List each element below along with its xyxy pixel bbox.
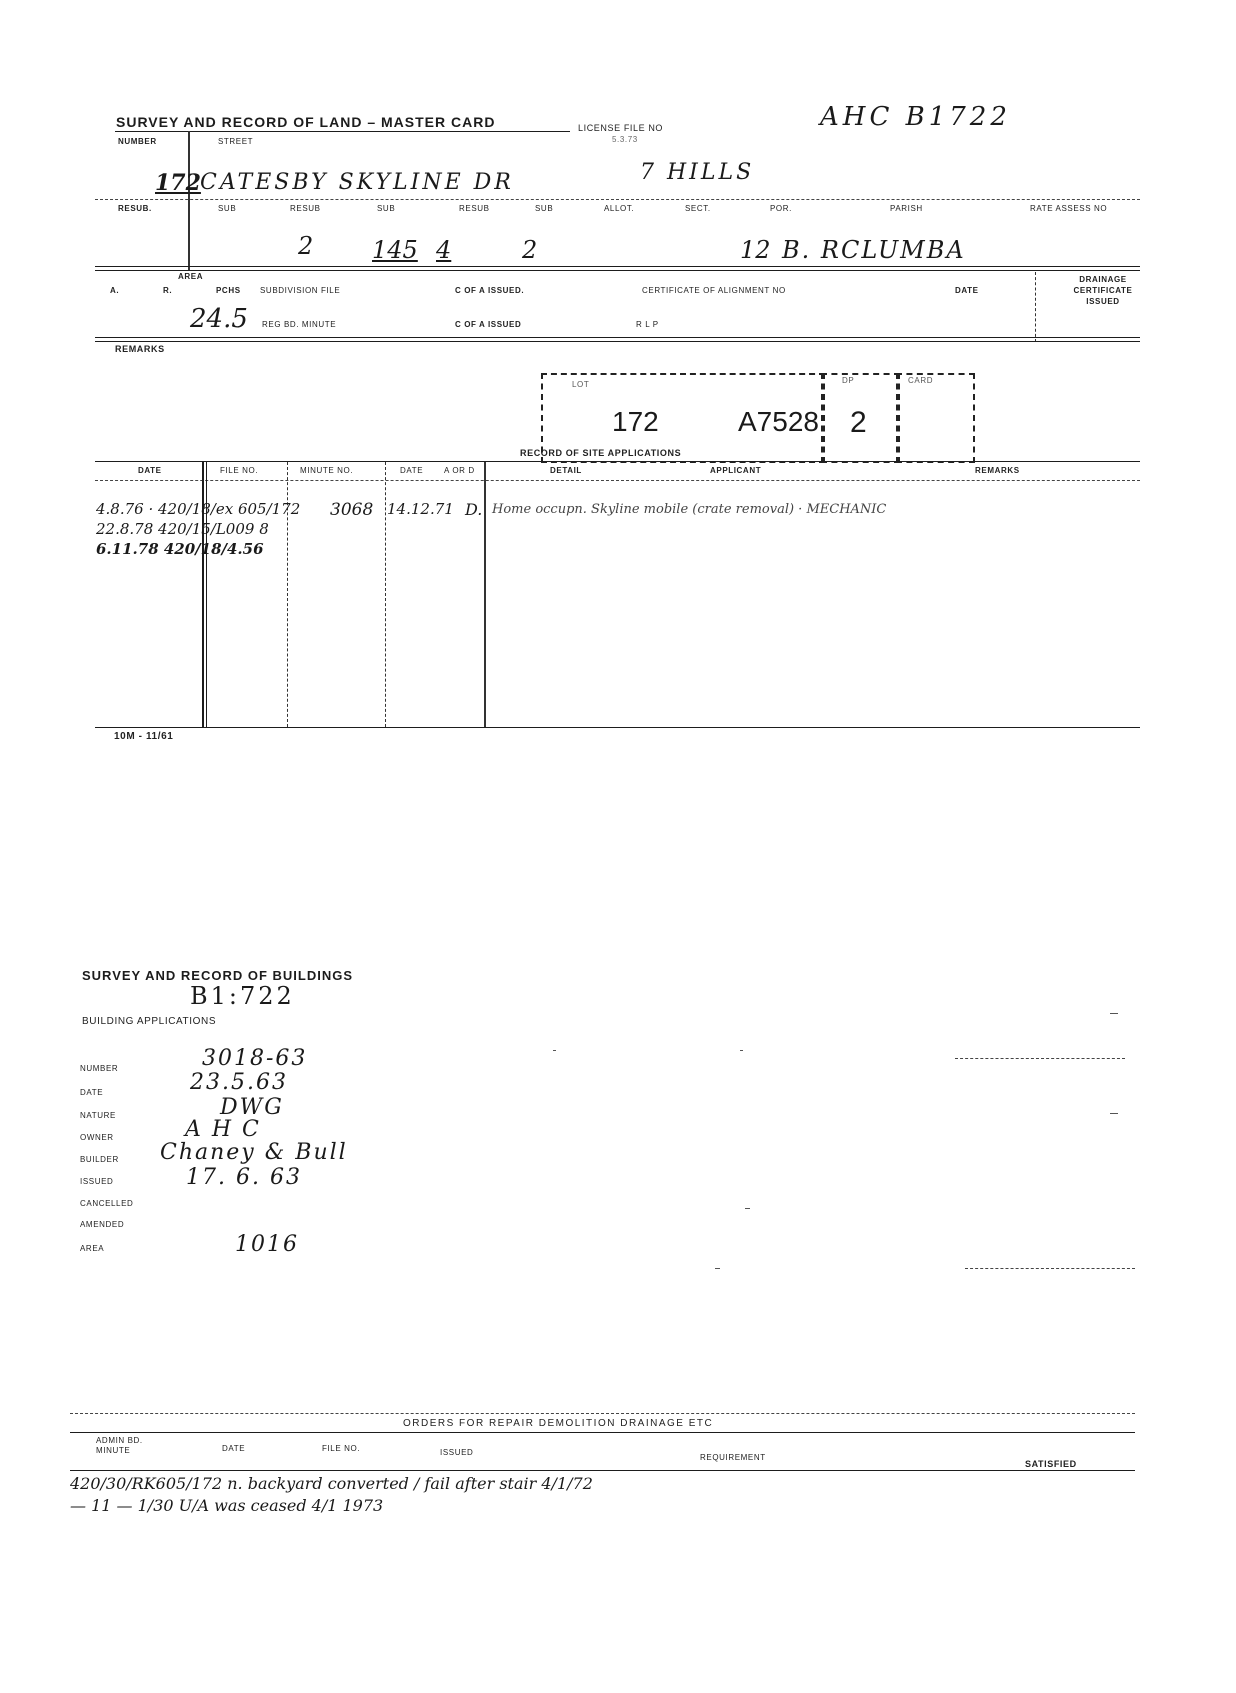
orders-title: ORDERS FOR REPAIR DEMOLITION DRAINAGE ETC: [403, 1418, 714, 1429]
row-detail: Home occupn. Skyline mobile (crate removal) · MECHANIC: [492, 502, 887, 517]
sub-value: 145: [372, 236, 418, 264]
col-date: DATE: [138, 466, 162, 475]
sect-label: SECT.: [685, 204, 711, 213]
building-field-value: DWG: [220, 1095, 284, 1120]
building-field-value: Chaney & Bull: [160, 1140, 348, 1165]
divider: [95, 461, 1140, 462]
scan-speck: [1110, 1113, 1118, 1114]
col-date-2: DATE: [400, 466, 424, 475]
building-field-value: 3018-63: [202, 1046, 308, 1071]
divider: [95, 337, 1140, 338]
dp-value: A7528: [738, 406, 819, 437]
buildings-reference: B1:722: [190, 982, 295, 1010]
remarks-label: REMARKS: [115, 344, 165, 354]
scan-speck: [745, 1208, 750, 1209]
parish-value: B. RCLUMBA: [782, 236, 966, 264]
scan-speck: [553, 1050, 556, 1051]
reg-bd-minute-label: REG BD. MINUTE: [262, 320, 337, 329]
divider: [955, 1058, 1125, 1059]
building-field-label: AREA: [80, 1244, 105, 1253]
orders-requirement-label: REQUIREMENT: [700, 1453, 766, 1462]
sub-value: 2: [522, 236, 538, 264]
building-applications-label: BUILDING APPLICATIONS: [82, 1016, 217, 1027]
building-field-label: AMENDED: [80, 1220, 125, 1229]
scan-speck: [715, 1268, 720, 1269]
col-detail: DETAIL: [550, 466, 582, 475]
building-field-label: CANCELLED: [80, 1199, 134, 1208]
divider: [70, 1470, 1135, 1471]
order-entry: 420/30/RK605/172 n. backyard converted / fail after stair 4/1/72: [70, 1474, 593, 1493]
table-row: 4.8.76 · 420/18/ex 605/172: [96, 500, 301, 518]
orders-satisfied-label: SATISFIED: [1025, 1459, 1077, 1469]
lot-number-value: 172: [155, 170, 201, 196]
dp-label: DP: [842, 376, 855, 385]
scan-speck: [740, 1050, 743, 1051]
col-file-no: FILE NO.: [220, 466, 259, 475]
rlp-label: R L P: [636, 320, 659, 329]
street-label: STREET: [218, 137, 254, 146]
admin-bd-minute-label: ADMIN BD. MINUTE: [96, 1436, 143, 1455]
row-a-or-d: D.: [465, 500, 483, 519]
divider: [95, 270, 1140, 271]
building-field-label: NATURE: [80, 1111, 116, 1120]
divider: [95, 341, 1140, 342]
divider: [95, 480, 1140, 481]
certificate-alignment-label: CERTIFICATE OF ALIGNMENT NO: [642, 286, 786, 295]
number-label: NUMBER: [118, 137, 157, 146]
buildings-title: SURVEY AND RECORD OF BUILDINGS: [82, 968, 354, 983]
orders-issued-label: ISSUED: [440, 1448, 474, 1457]
card-label: CARD: [908, 376, 934, 385]
card-value: 2: [850, 406, 867, 439]
area-label: AREA: [178, 272, 204, 281]
divider: [965, 1268, 1135, 1269]
subdivision-file-label: SUBDIVISION FILE: [260, 286, 341, 295]
divider: [95, 199, 1140, 200]
row-date: 14.12.71: [387, 500, 454, 518]
table-row: 6.11.78 420/18/4.56: [96, 540, 264, 558]
lot-value: 172: [612, 406, 659, 437]
col-remarks: REMARKS: [975, 466, 1020, 475]
date-label: DATE: [955, 286, 979, 295]
col-a-or-d: A OR D: [444, 466, 475, 475]
pchs-value: 24.5: [190, 304, 248, 334]
divider: [1035, 272, 1036, 342]
area-a-label: A.: [110, 286, 120, 295]
street-value: CATESBY SKYLINE DR: [200, 170, 514, 195]
footer-code: 10M - 11/61: [114, 731, 174, 742]
resub-label: RESUB.: [118, 204, 152, 213]
divider: [484, 462, 486, 727]
file-reference: AHC B1722: [820, 102, 1011, 132]
building-field-value: 23.5.63: [190, 1070, 288, 1095]
c-of-a-issued-label: C OF A ISSUED: [455, 320, 522, 329]
divider: [70, 1432, 1135, 1433]
row-minute: 3068: [330, 500, 374, 520]
area-r-label: R.: [163, 286, 173, 295]
scan-speck: [1110, 1013, 1118, 1014]
sub-label: SUB: [535, 204, 554, 213]
resub-value: 2: [298, 232, 314, 260]
resub-value: 4: [436, 236, 452, 264]
license-file-label: LICENSE FILE NO: [578, 123, 664, 133]
sub-label: SUB: [218, 204, 237, 213]
order-entry: — 11 — 1/30 U/A was ceased 4/1 1973: [70, 1496, 384, 1515]
por-label: POR.: [770, 204, 792, 213]
drainage-certificate-label: DRAINAGE CERTIFICATE ISSUED: [1073, 275, 1133, 306]
land-card-title: SURVEY AND RECORD OF LAND – MASTER CARD: [116, 114, 496, 130]
rate-assess-label: RATE ASSESS NO: [1030, 204, 1108, 213]
resub-label: RESUB: [290, 204, 321, 213]
divider: [95, 266, 1140, 267]
building-field-label: DATE: [80, 1088, 104, 1097]
building-field-label: ISSUED: [80, 1177, 114, 1186]
orders-date-label: DATE: [222, 1444, 246, 1453]
parish-label: PARISH: [890, 204, 923, 213]
sub-label: SUB: [377, 204, 396, 213]
building-field-value: A H C: [185, 1117, 261, 1142]
allot-label: ALLOT.: [604, 204, 635, 213]
col-minute-no: MINUTE NO.: [300, 466, 354, 475]
divider: [95, 727, 1140, 728]
allot-value: 12: [740, 236, 771, 264]
building-field-label: NUMBER: [80, 1064, 119, 1073]
orders-file-no-label: FILE NO.: [322, 1444, 361, 1453]
divider: [188, 131, 190, 271]
building-field-label: OWNER: [80, 1133, 114, 1142]
building-field-label: BUILDER: [80, 1155, 119, 1164]
divider: [70, 1413, 1135, 1414]
divider: [115, 131, 570, 132]
street-extra-value: 7 HILLS: [640, 160, 755, 185]
c-of-a-issued-label: C OF A ISSUED.: [455, 286, 525, 295]
license-file-value: 5.3.73: [612, 135, 638, 144]
col-applicant: APPLICANT: [710, 466, 762, 475]
building-field-value: 17. 6. 63: [186, 1165, 302, 1190]
building-field-value: 1016: [235, 1232, 299, 1257]
card-extra-box: [896, 373, 975, 463]
site-applications-label: RECORD OF SITE APPLICATIONS: [520, 448, 682, 458]
lot-label: LOT: [572, 380, 590, 389]
divider: [385, 462, 386, 727]
pchs-label: PCHS: [216, 286, 241, 295]
table-row: 22.8.78 420/15/L009 8: [96, 520, 269, 538]
resub-label: RESUB: [459, 204, 490, 213]
